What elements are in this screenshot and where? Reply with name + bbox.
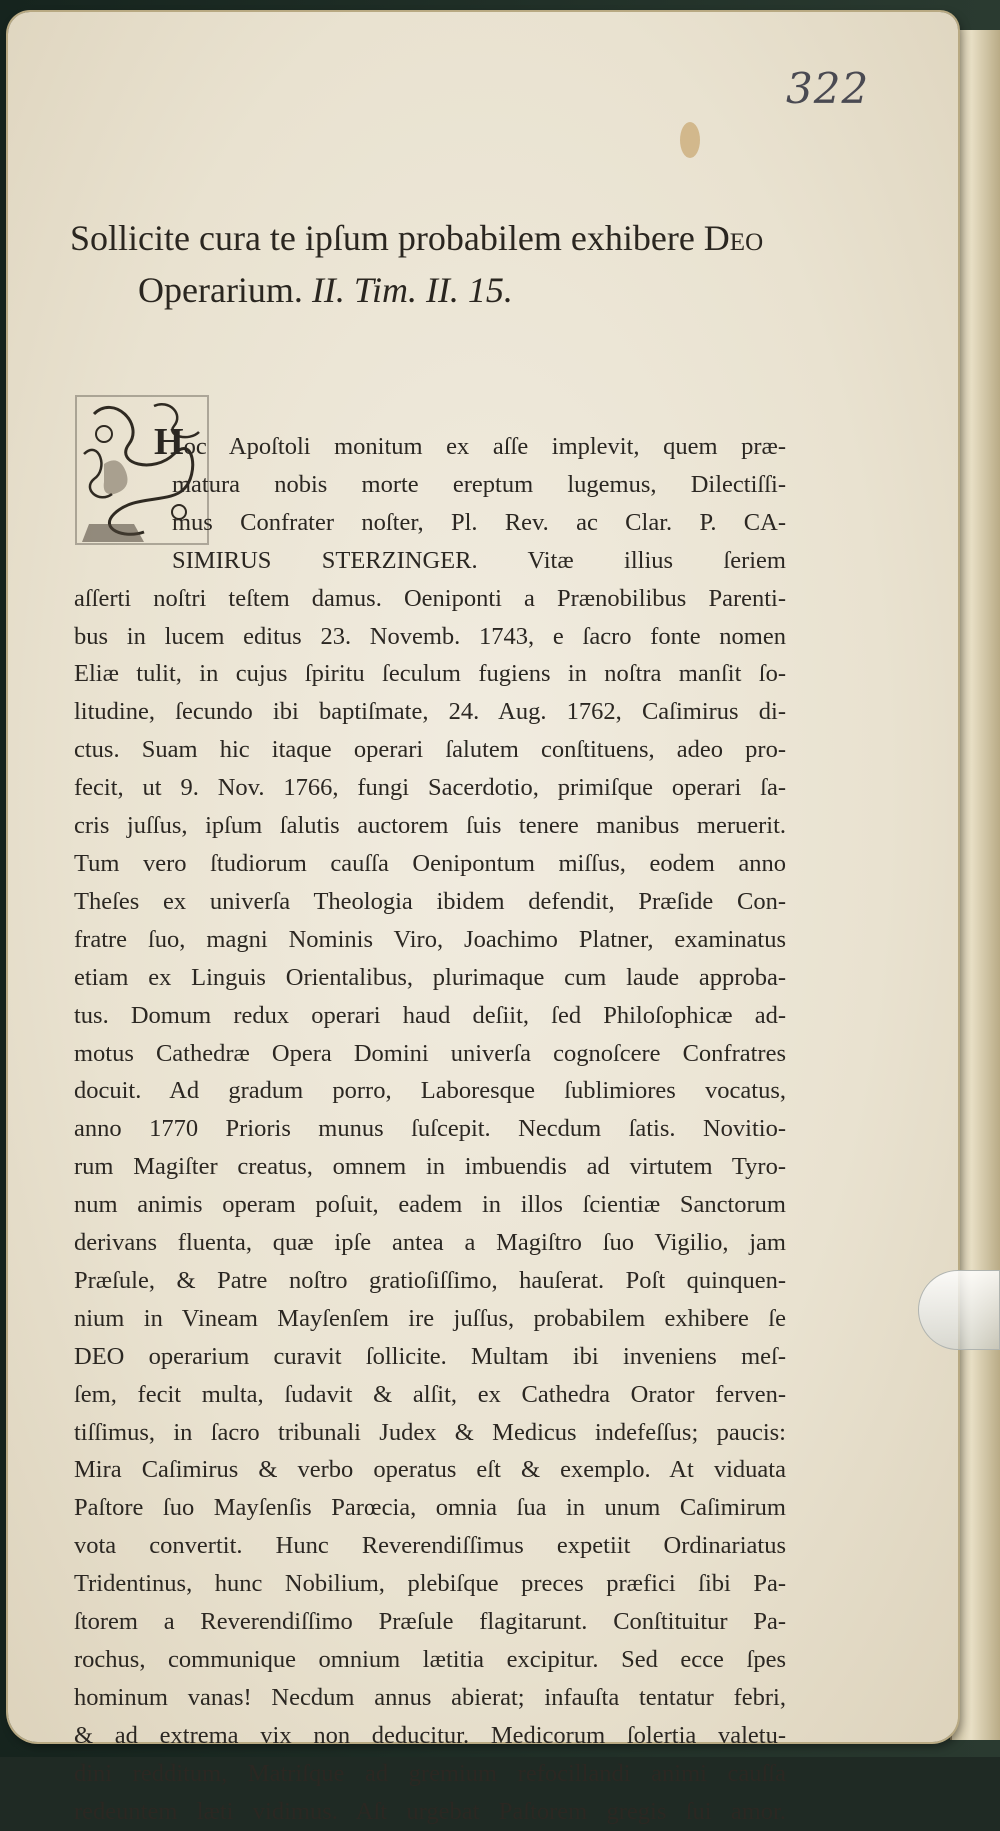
body-line-text: Theſes ex univerſa Theologia ibidem defendit, Præſide Con- [74,887,786,915]
body-line [74,1641,786,1679]
body-line-text: matura nobis morte ereptum lugemus, Dilectiſſi- [172,470,786,498]
body-line [74,1262,786,1300]
body-line-text: redeuntem læti vidimus. Aſt urgebat Paſtorem gregis ſui amor. [74,1797,786,1825]
body-line-text: oc Apoſtoli monitum ex aſſe implevit, quem præ- [183,433,786,460]
body-line-text: hominum vanas! Necdum annus abierat; infauſta tentatur febri, [74,1683,786,1711]
body-line-text: Paſtore ſuo Mayſenſis Parœcia, omnia ſua in unum Caſimirum [74,1494,786,1522]
body-line-text: litudine, ſecundo ibi baptiſmate, 24. Aug. 1762, Caſimirus di- [74,698,786,726]
body-line-text: dini redditum, Matriſque ad gremium refocillandi animi cauſſa [74,1759,786,1787]
body-line-text: ctus. Suam hic itaque operari ſalutem conſtituens, adeo pro- [74,736,786,764]
body-line-text: rochus, communique omnium lætitia excipitur. Sed ecce ſpes [74,1646,786,1673]
body-line [74,1565,786,1603]
body-line [74,731,786,769]
body-line-text: num animis operam poſuit, eadem in illos ſcientiæ Sanctorum [74,1191,786,1219]
body-line-text: fratre ſuo, magni Nominis Viro, Joachimo Platner, examinatus [74,925,786,953]
body-line-text: tiſſimus, in ſacro tribunali Judex & Medicus indefeſſus; paucis: [74,1418,786,1446]
paper-stain [680,122,700,158]
body-line [74,580,786,618]
body-line-text: Mira Caſimirus & verbo operatus eſt & exemplo. At viduata [74,1456,786,1484]
body-line [74,1414,786,1452]
heading-line-2-text: Operarium. [138,270,312,310]
body-line-text: vota convertit. Hunc Reverendiſſimus expetiit Ordinariatus [74,1532,786,1560]
body-line [74,655,786,693]
body-line [74,1717,786,1755]
body-line-text: tus. Domum redux operari haud deſiit, ſed Philoſophicæ ad- [74,1001,786,1029]
body-line [74,807,786,845]
body-line [74,1679,786,1717]
heading-deo: Deo [703,218,764,258]
body-line [74,959,786,997]
body-line [74,1186,786,1224]
body-line [74,1793,786,1831]
body-line [74,997,786,1035]
body-line [74,1338,786,1376]
body-line [74,921,786,959]
heading-line-2 [70,264,850,316]
body-line-text: anno 1770 Prioris munus ſuſcepit. Necdum ſatis. Novitio- [74,1115,786,1143]
document-page [8,12,958,1825]
body-line [74,883,786,921]
drop-cap-letter: H [154,421,184,463]
body-line-text: DEO operarium curavit ſollicite. Multam ibi inveniens meſ- [74,1342,786,1370]
body-line [74,1072,786,1110]
body-line-text: ſtorem a Reverendiſſimo Præſule flagitarunt. Conſtituitur Pa- [74,1608,786,1636]
body-line [74,1451,786,1489]
body-line-text: Præſule, & Patre noſtro gratioſiſſimo, hauſerat. Poſt quinquen- [74,1266,786,1294]
body-line [74,504,786,542]
heading [70,212,850,316]
body-line [74,1527,786,1565]
body-line [74,1035,786,1073]
body-line [74,693,786,731]
body-text [74,421,786,1831]
body-line-text: motus Cathedræ Opera Domini univerſa cognoſcere Confratres [74,1039,786,1067]
heading-line-1 [70,218,763,258]
body-line [74,845,786,883]
body-line [74,542,786,580]
body-line-text: ſem, fecit multa, ſudavit & alſit, ex Cathedra Orator ferven- [74,1380,786,1408]
body-line [74,1148,786,1186]
body-line-text: docuit. Ad gradum porro, Laboresque ſublimiores vocatus, [74,1077,786,1105]
body-line-text: bus in lucem editus 23. Novemb. 1743, e ſacro fonte nomen [74,622,786,650]
body-line [74,1300,786,1338]
body-line [74,769,786,807]
body-line [74,466,786,504]
folio-number: 322 [786,64,870,113]
body-line-text: Eliæ tulit, in cujus ſpiritu ſeculum fugiens in noſtra manſit ſo- [74,660,786,688]
body-line [74,1603,786,1641]
body-line [74,1110,786,1148]
body-line-text: derivans fluenta, quæ ipſe antea a Magiſtro ſuo Vigilio, jam [74,1229,786,1257]
body-line [74,421,786,466]
body-line [74,1489,786,1527]
body-line [74,1376,786,1414]
body-line-text: cris juſſus, ipſum ſalutis auctorem ſuis tenere manibus meruerit. [74,812,786,840]
body-line-text: nium in Vineam Mayſenſem ire juſſus, probabilem exhibere ſe [74,1304,786,1332]
body-line-text: & ad extrema vix non deducitur. Medicorum ſolertia valetu- [74,1721,786,1749]
body-line [74,1224,786,1262]
body-line-text: aſſerti noſtri teſtem damus. Oeniponti a Prænobilibus Parenti- [74,584,786,612]
body-line-text: Tum vero ſtudiorum cauſſa Oenipontum miſſus, eodem anno [74,849,786,877]
body-line-text: etiam ex Linguis Orientalibus, plurimaque cum laude approba- [74,963,786,991]
body-line [74,1755,786,1793]
body-line-text: rum Magiſter creatus, omnem in imbuendis ad virtutem Tyro- [74,1153,786,1181]
scripture-reference: II. Tim. II. 15. [311,270,513,310]
body-line-text: fecit, ut 9. Nov. 1766, fungi Sacerdotio, primiſque operari ſa- [74,774,786,802]
heading-line-1-text: Sollicite cura te ipſum probabilem exhibere [70,218,704,258]
body-line [74,618,786,656]
body-line-text: SIMIRUS STERZINGER. Vitæ illius ſeriem [172,546,786,574]
body-line-text: mus Confrater noſter, Pl. Rev. ac Clar. P. CA- [172,508,786,536]
body-line-text: Tridentinus, hunc Nobilium, plebiſque preces præfici ſibi Pa- [74,1570,786,1598]
paper-clip [918,1270,1000,1350]
